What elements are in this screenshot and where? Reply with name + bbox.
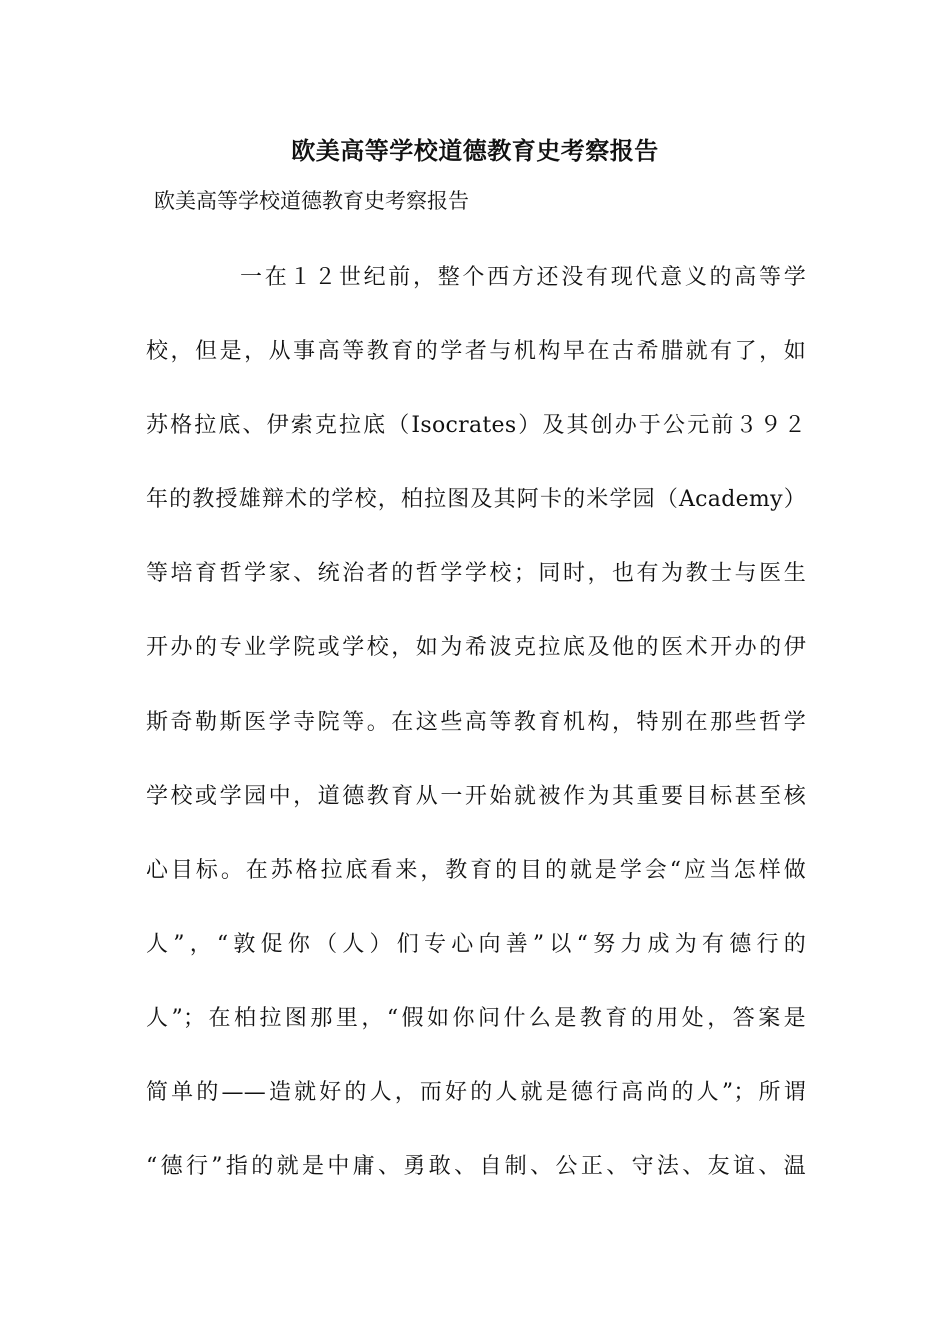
document-title: 欧美高等学校道德教育史考察报告 [291,136,659,165]
body-line: 心目标。在苏格拉底看来，教育的目的就是学会“应当怎样做 [146,857,806,883]
body-line: “德行”指的就是中庸、勇敢、自制、公正、守法、友谊、温 [146,1154,806,1180]
body-line: 年的教授雄辩术的学校，柏拉图及其阿卡的米学园（Academy） [146,487,806,513]
document-subtitle: 欧美高等学校道德教育史考察报告 [154,189,469,213]
body-line: 等培育哲学家、统治者的哲学学校；同时，也有为教士与医生 [146,561,806,587]
body-line: 校，但是，从事高等教育的学者与机构早在古希腊就有了，如 [146,339,806,365]
body-line: 斯奇勒斯医学寺院等。在这些高等教育机构，特别在那些哲学 [146,709,806,735]
body-line: 一在１２世纪前，整个西方还没有现代意义的高等学 [240,265,806,290]
body-line: 人”，“敦促你（人）们专心向善”以“努力成为有德行的 [146,931,806,957]
body-text [146,258,806,1221]
body-line: 学校或学园中，道德教育从一开始就被作为其重要目标甚至核 [146,783,806,809]
body-line: 人”；在柏拉图那里，“假如你问什么是教育的用处，答案是 [146,1005,806,1031]
body-line: 开办的专业学院或学校，如为希波克拉底及他的医术开办的伊 [146,635,806,661]
body-line: 简单的——造就好的人，而好的人就是德行高尚的人”；所谓 [146,1080,806,1106]
body-line: 苏格拉底、伊索克拉底（Isocrates）及其创办于公元前３９２ [146,413,806,439]
